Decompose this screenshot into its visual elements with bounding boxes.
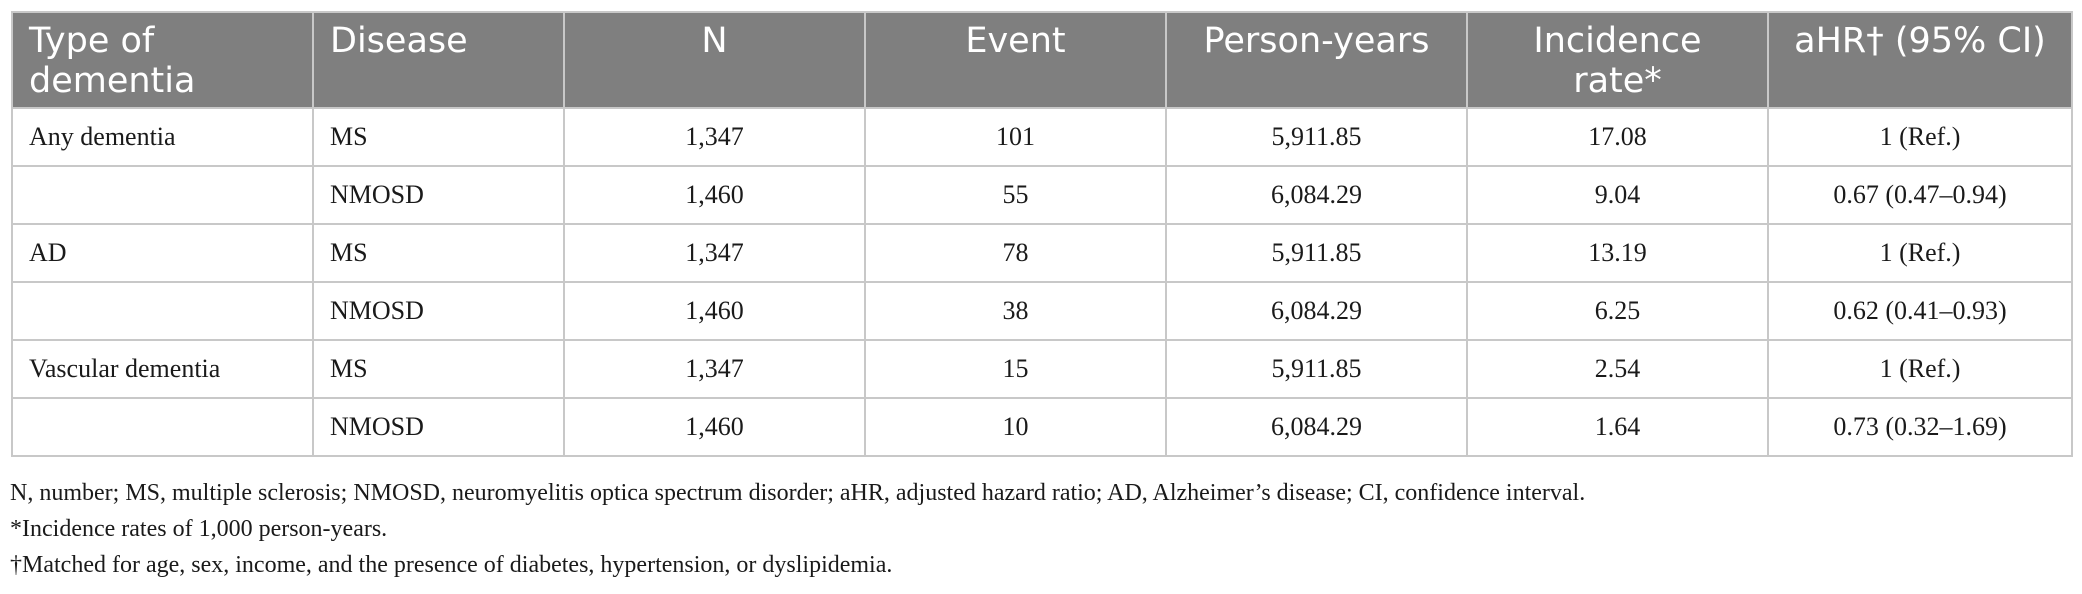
cell-ahr: 0.62 (0.41–0.93) [1768,282,2072,340]
cell-event: 10 [865,398,1166,456]
dementia-incidence-table [11,11,2073,457]
cell-person-years: 6,084.29 [1166,398,1467,456]
cell-disease: MS [313,340,564,398]
cell-type-of-dementia [12,398,313,456]
cell-incidence-rate: 13.19 [1467,224,1768,282]
cell-person-years: 5,911.85 [1166,108,1467,166]
cell-ahr: 1 (Ref.) [1768,108,2072,166]
cell-ahr: 1 (Ref.) [1768,224,2072,282]
cell-person-years: 6,084.29 [1166,166,1467,224]
cell-person-years: 6,084.29 [1166,282,1467,340]
table-footnotes [10,475,2070,583]
cell-event: 78 [865,224,1166,282]
cell-type-of-dementia: AD [12,224,313,282]
table-row [12,340,2072,398]
header-event: Event [865,12,1166,108]
cell-disease: MS [313,224,564,282]
footnote-abbreviations: N, number; MS, multiple sclerosis; NMOSD, neuromyelitis optica spectrum disorder; aHR, adjusted hazard ratio; AD, Alzheimer’s disease; CI, confidence interval. [10,480,1586,506]
cell-incidence-rate: 17.08 [1467,108,1768,166]
cell-n: 1,347 [564,340,865,398]
cell-type-of-dementia: Any dementia [12,108,313,166]
cell-incidence-rate: 2.54 [1467,340,1768,398]
footnote-incidence: *Incidence rates of 1,000 person-years. [10,516,388,542]
header-ahr-95-ci: aHR† (95% CI) [1768,12,2072,108]
cell-disease: MS [313,108,564,166]
cell-n: 1,347 [564,224,865,282]
header-incidence-rate: Incidence rate* [1467,12,1768,108]
cell-incidence-rate: 9.04 [1467,166,1768,224]
header-type-of-dementia: Type of dementia [12,12,313,108]
table-header [12,12,2072,108]
table-row [12,398,2072,456]
cell-type-of-dementia [12,166,313,224]
table-body [12,108,2072,456]
cell-n: 1,460 [564,398,865,456]
cell-incidence-rate: 1.64 [1467,398,1768,456]
cell-type-of-dementia: Vascular dementia [12,340,313,398]
cell-type-of-dementia [12,282,313,340]
table-row [12,166,2072,224]
cell-n: 1,460 [564,166,865,224]
cell-event: 15 [865,340,1166,398]
cell-event: 55 [865,166,1166,224]
cell-ahr: 0.67 (0.47–0.94) [1768,166,2072,224]
cell-person-years: 5,911.85 [1166,340,1467,398]
header-disease: Disease [313,12,564,108]
cell-incidence-rate: 6.25 [1467,282,1768,340]
header-person-years: Person-years [1166,12,1467,108]
header-n: N [564,12,865,108]
dementia-incidence-table-container [11,11,2071,457]
cell-ahr: 0.73 (0.32–1.69) [1768,398,2072,456]
table-row [12,282,2072,340]
cell-disease: NMOSD [313,398,564,456]
cell-person-years: 5,911.85 [1166,224,1467,282]
cell-event: 38 [865,282,1166,340]
cell-ahr: 1 (Ref.) [1768,340,2072,398]
cell-disease: NMOSD [313,282,564,340]
cell-n: 1,460 [564,282,865,340]
table-row [12,108,2072,166]
cell-event: 101 [865,108,1166,166]
header-row [12,12,2072,108]
cell-disease: NMOSD [313,166,564,224]
cell-n: 1,347 [564,108,865,166]
table-row [12,224,2072,282]
footnote-matched: †Matched for age, sex, income, and the presence of diabetes, hypertension, or dyslipidemia. [10,552,893,578]
